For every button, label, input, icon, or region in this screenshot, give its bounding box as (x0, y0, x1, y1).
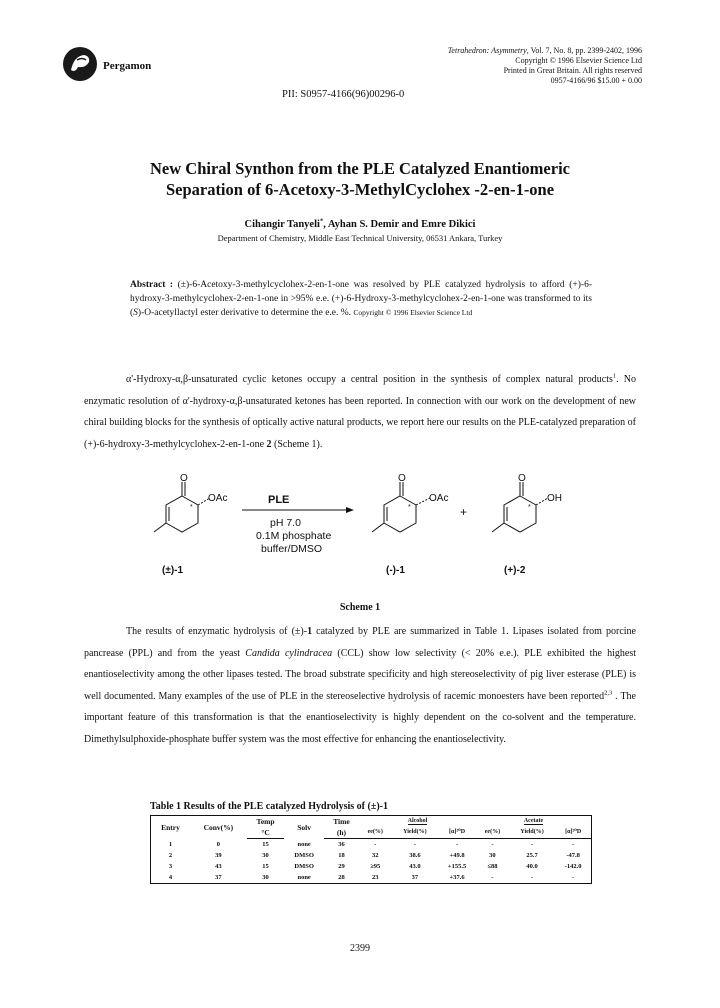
table-cell: 4 (151, 872, 190, 884)
article-title (80, 158, 640, 200)
intro-text-2: . No enzymatic resolution of α'-hydroxy-α,β-unsaturated ketones has been reported. In connection with our work on the development of new chiral building blocks for the synthesis of optically active natural products, we report here our results on the PLE-catalyzed preparation of (+)-6-hydroxy-3-methylcyclohex-2-en-1-one (84, 374, 636, 450)
table-cell: DMSO (294, 863, 314, 870)
results-table (150, 815, 592, 884)
ketone-oxygen-1: O (180, 473, 188, 484)
table-cell: 1 (151, 839, 190, 851)
journal-volume: , Vol. 7, No. 8, pp. 2399-2402, 1996 (526, 46, 642, 55)
pergamon-logo (62, 46, 98, 82)
author-list (80, 219, 640, 230)
col-time: Time (324, 816, 359, 828)
price-line: 0957-4166/96 $15.00 + 0.00 (550, 76, 642, 85)
page-number: 2399 (350, 943, 370, 954)
table-cell: 28 (324, 872, 359, 884)
table-cell: none (297, 840, 311, 848)
affiliation: Department of Chemistry, Middle East Technical University, 06531 Ankara, Turkey (217, 233, 503, 243)
journal-name: Tetrahedron: Asymmetry (447, 46, 527, 55)
corresponding-mark: * (319, 217, 324, 225)
label-minus-1: (-)-1 (386, 565, 405, 576)
table-cell: - (476, 872, 509, 884)
intro-paragraph (84, 369, 636, 455)
table-cell: - (374, 841, 377, 848)
condition-buffer: 0.1M phosphate (256, 530, 332, 542)
compound-1-label: 1 (307, 626, 313, 637)
table-cell: 15 (262, 841, 269, 848)
abstract-text-end: )-O-acetyllactyl ester derivative to determine the e.e. %. (137, 308, 354, 318)
table-cell: - (555, 872, 591, 884)
table-cell: 2 (151, 850, 190, 861)
table-cell: 36 (338, 841, 345, 848)
group-alcohol: Alcohol (359, 816, 476, 828)
abstract (130, 279, 592, 321)
copyright-line: Copyright © 1996 Elsevier Science Ltd (515, 56, 642, 65)
results-text-4: . The important feature of this transformation is that the enantioselectivity is highly dependent on the co-solvent and the temperature. Dimethylsulphoxide-phosphate buffer system was the most effective for enhancing the enantioselectivity. (84, 690, 636, 745)
table-cell: - (413, 841, 416, 848)
col-alcohol-rotation: [α]²⁰D (438, 827, 476, 839)
species-name: Candida cylindracea (245, 647, 333, 659)
scheme-1-diagram (150, 472, 580, 587)
ketone-oxygen-3: O (518, 473, 526, 484)
table-cell: 43.0 (409, 863, 421, 870)
condition-ph: pH 7.0 (270, 517, 301, 529)
citation-block (448, 46, 642, 86)
col-acetate-rotation: [α]²⁰D (555, 827, 591, 839)
results-paragraph (84, 621, 636, 750)
results-text-3: (CCL) show low selectivity (< 20% e.e.). PLE exhibited the highest enantioselectivity among the other lipases tested. The broad substrate specificity and high stereoselectivity of pig liver esterase (PLE) is well documented. Many examples of the use of PLE in the stereoselective hydrolysis of racemic monoesters have been reported (84, 647, 637, 702)
table-cell: 39 (215, 852, 222, 859)
table-cell: - (491, 841, 494, 848)
table-cell: 15 (262, 863, 269, 870)
table-cell: - (555, 839, 591, 851)
results-text-2: catalyzed by PLE are summarized in Table 1. Lipases isolated from porcine pancrease (PPL) and from the yeast (84, 626, 637, 659)
abstract-config: S (133, 308, 138, 318)
table-cell: 25.7 (526, 852, 538, 859)
group-acetate: Acetate (476, 816, 591, 828)
first-author: Cihangir Tanyeli (244, 219, 320, 230)
table-cell: 38.6 (409, 852, 421, 859)
table-cell: +155.5 (447, 863, 467, 870)
table-row (151, 850, 592, 861)
reagent-ple: PLE (268, 494, 290, 506)
pii-code: PII: S0957-4166(96)00296-0 (282, 89, 405, 100)
publisher-name: Pergamon (103, 60, 152, 72)
table-cell: 32 (371, 852, 379, 859)
table-cell: 0 (216, 840, 220, 848)
table-cell: 23 (359, 872, 392, 884)
table-cell: - (456, 841, 459, 848)
table-cell: 37 (392, 872, 439, 884)
col-solvent: Solv (284, 816, 324, 839)
plus-sign: + (460, 505, 468, 519)
table-cell: ≥95 (370, 863, 381, 870)
intro-text-3: (Scheme 1). (271, 438, 323, 450)
condition-solvent: buffer/DMSO (261, 543, 323, 555)
abstract-text: (±)-6-Acetoxy-3-methylcyclohex-2-en-1-one was resolved by PLE catalyzed hydrolysis to afford (+)-6-hydroxy-3-methylcyclohex-2-en-1-one in >95% e.e. (+)-6-Hydroxy-3-methylcyclohex-2-en-1-one was transformed to its ( (130, 280, 593, 318)
table-row (151, 861, 592, 872)
col-alcohol-ee: ee(%) (359, 827, 392, 839)
table-cell: +49.8 (449, 852, 465, 859)
table-cell: 30 (262, 852, 269, 859)
col-time-unit: (h) (324, 827, 359, 839)
co-authors: , Ayhan S. Demir and Emre Dikici (323, 219, 476, 230)
table-row (151, 872, 592, 884)
table-cell: +37.6 (438, 872, 476, 884)
col-alcohol-yield: Yield(%) (392, 827, 439, 839)
table-cell: 18 (338, 852, 345, 859)
table-caption: Table 1 Results of the PLE catalyzed Hydrolysis of (±)-1 (150, 801, 388, 812)
table-cell: -142.0 (555, 861, 591, 872)
table-cell: none (284, 872, 324, 884)
oac-group-2: OAc (429, 493, 449, 504)
molecule-recovered-acetate (372, 482, 430, 532)
table-cell: ≤88 (487, 863, 498, 870)
title-line-1: New Chiral Synthon from the PLE Catalyzed Enantiomeric (150, 159, 570, 178)
journal-citation (448, 46, 642, 56)
table-cell: 30 (489, 852, 496, 859)
table-cell: 3 (151, 861, 190, 872)
col-conversion: Conv(%) (190, 816, 247, 839)
abstract-copyright: Copyright © 1996 Elsevier Science Ltd (353, 308, 473, 317)
intro-text-1: α'-Hydroxy-α,β-unsaturated cyclic ketones occupy a central position in the synthesis of complex natural products (126, 374, 613, 385)
table-cell: DMSO (294, 852, 314, 859)
stereo-mark-2: * (408, 504, 411, 511)
stereo-mark-1: * (190, 504, 193, 511)
col-acetate-ee: ee(%) (476, 827, 509, 839)
label-racemic-1: (±)-1 (162, 565, 184, 576)
table-cell: 43 (215, 863, 222, 870)
label-plus-2: (+)-2 (504, 565, 526, 576)
table-cell: 30 (247, 872, 284, 884)
table-cell: - (530, 841, 534, 848)
table-cell: 29 (338, 863, 345, 870)
title-line-2: Separation of 6-Acetoxy-3-MethylCyclohex -2-en-1-one (165, 180, 555, 199)
col-entry: Entry (151, 816, 190, 839)
reaction-arrowhead (346, 507, 354, 513)
references-2-3: 2,3 (604, 689, 613, 697)
printed-line: Printed in Great Britain. All rights reserved (503, 66, 642, 75)
abstract-heading: Abstract : (130, 280, 174, 290)
molecule-racemic-acetate (154, 482, 210, 532)
oh-group: OH (547, 493, 562, 504)
table-cell: 40.0 (526, 863, 538, 870)
col-temp: Temp (247, 816, 284, 828)
molecule-hydroxy-ketone (492, 482, 548, 532)
col-temp-unit: °C (247, 827, 284, 839)
results-text-1: The results of enzymatic hydrolysis of (±)- (126, 626, 308, 637)
ketone-oxygen-2: O (398, 473, 406, 484)
compound-2-label: 2 (266, 438, 272, 450)
table-cell: - (509, 872, 556, 884)
reference-1: 1 (612, 372, 617, 380)
table-row (151, 839, 592, 851)
col-acetate-yield: Yield(%) (509, 827, 556, 839)
table-cell: 37 (190, 872, 247, 884)
table-cell: -47.8 (555, 850, 591, 861)
stereo-mark-3: * (528, 504, 531, 511)
scheme-caption: Scheme 1 (339, 602, 381, 613)
oac-group-1: OAc (208, 493, 228, 504)
